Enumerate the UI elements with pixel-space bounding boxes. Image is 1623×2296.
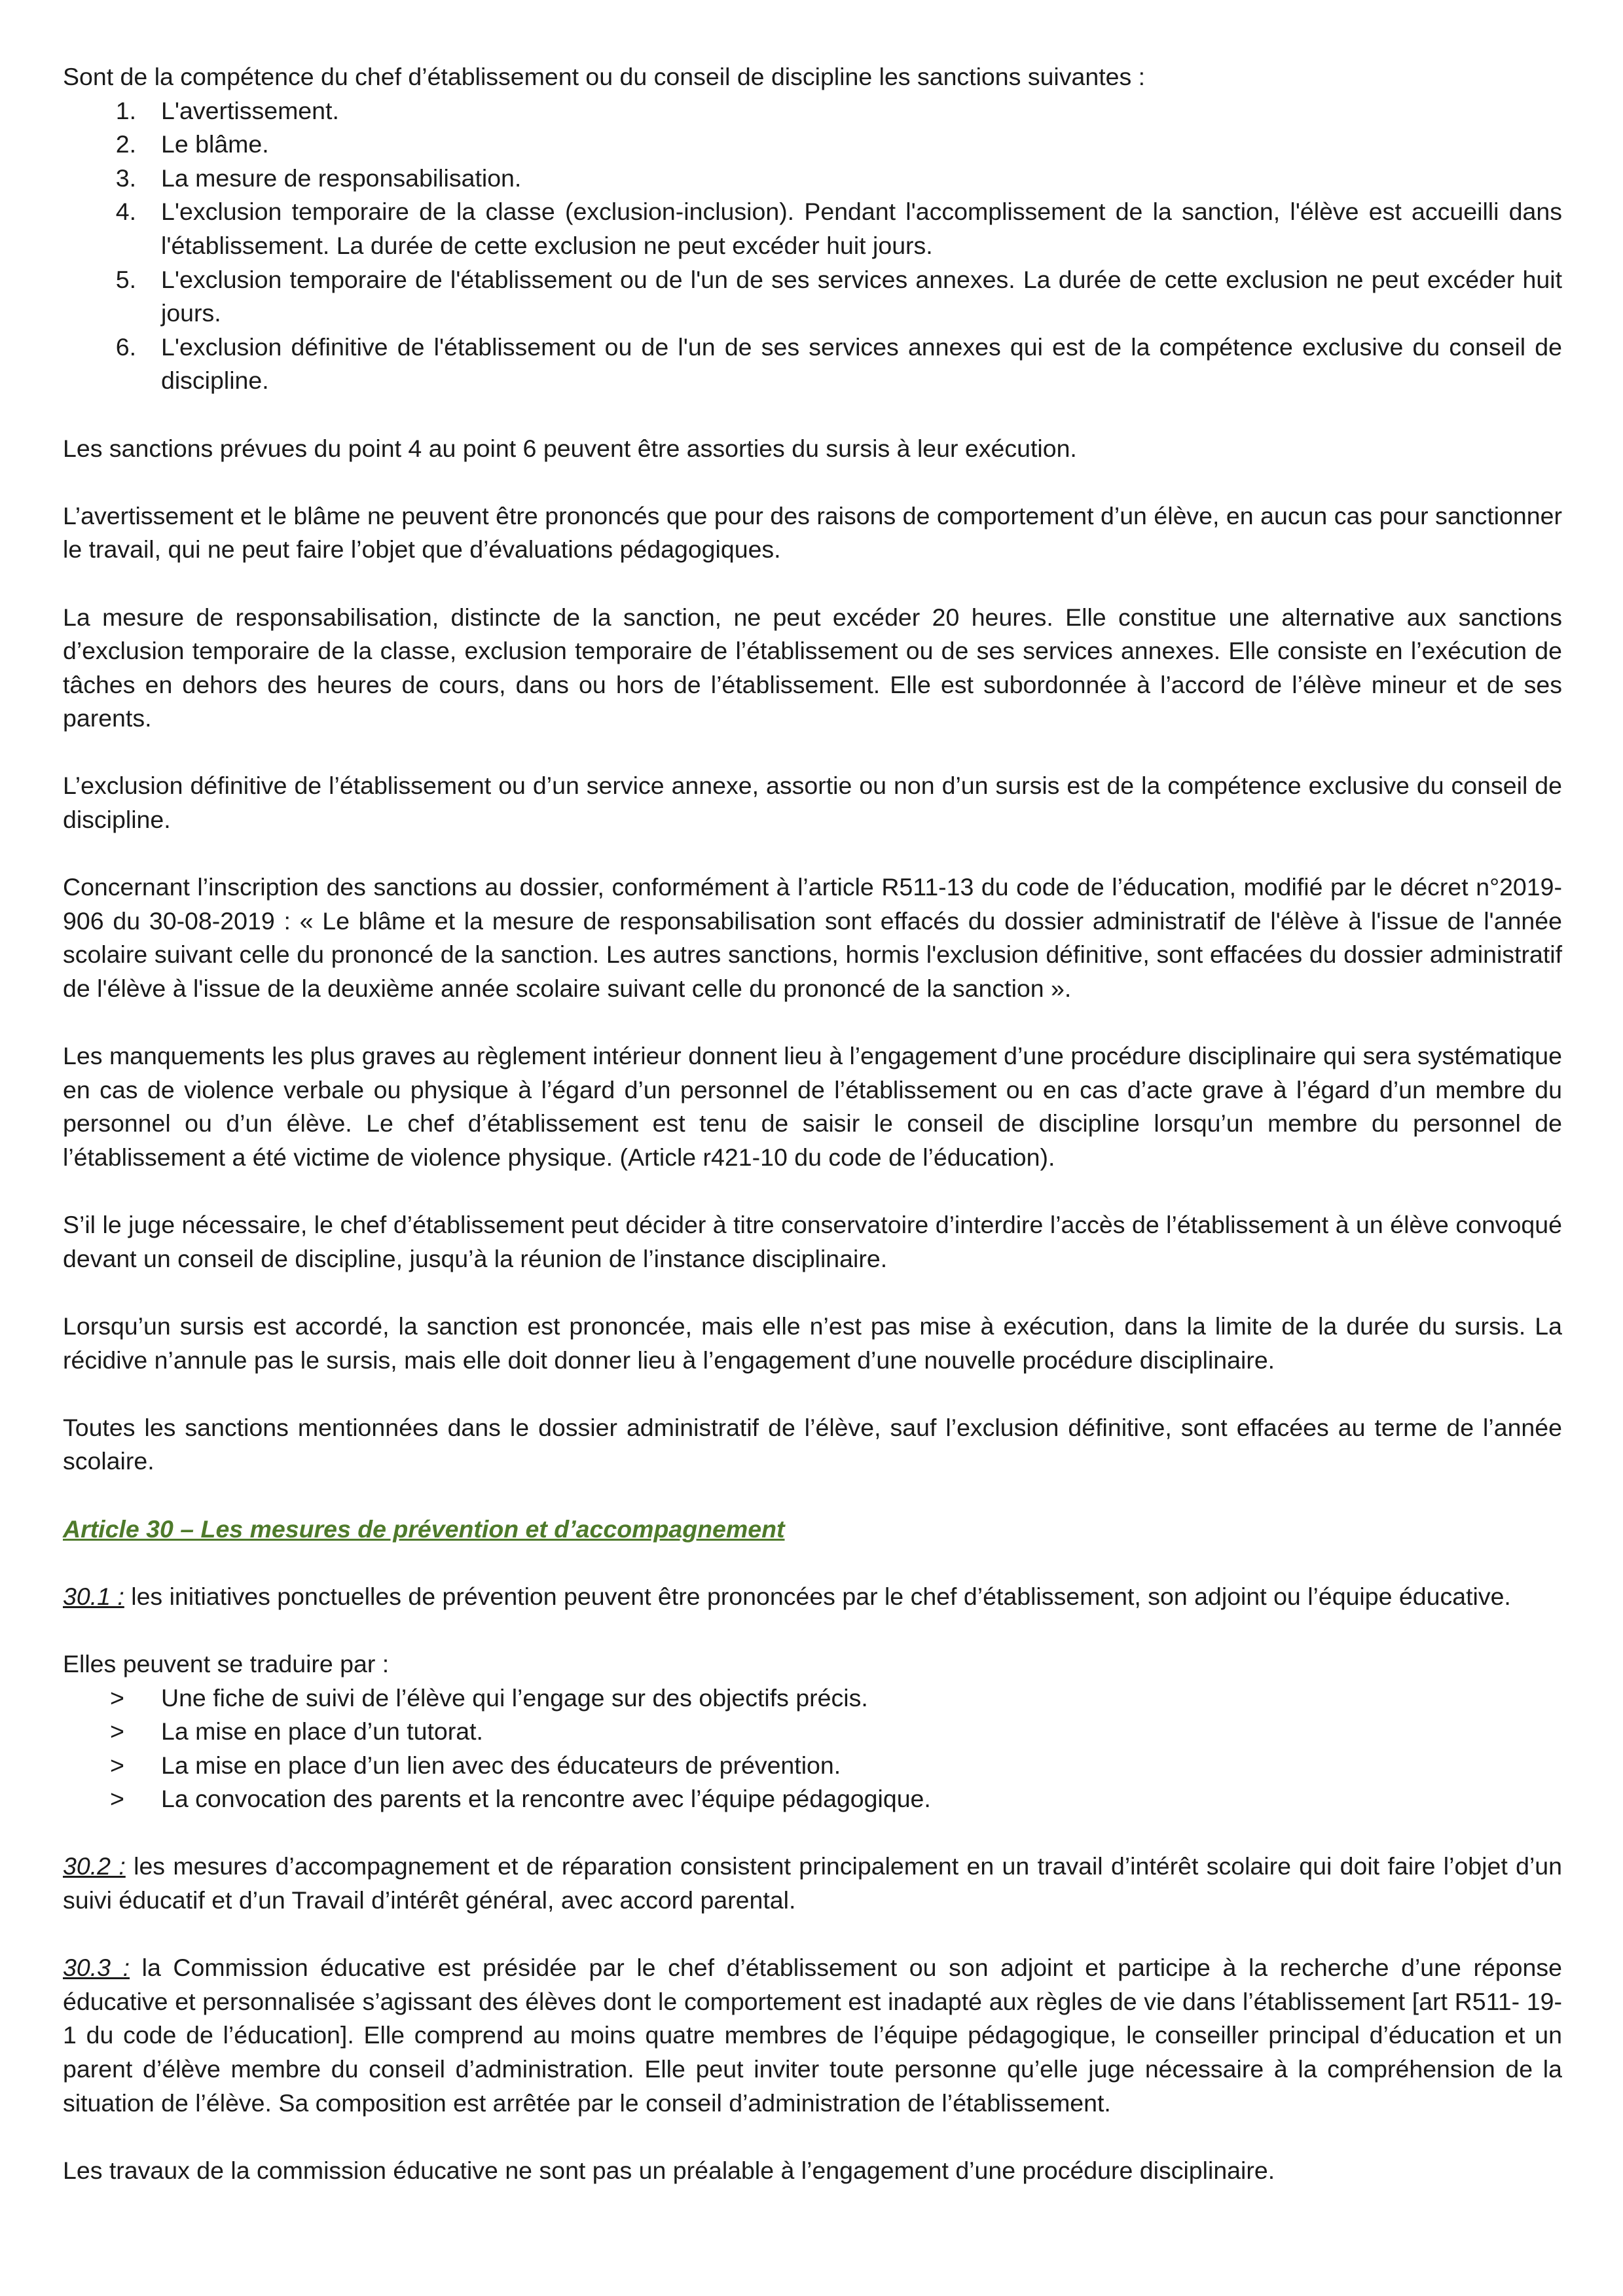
item-text: Le blâme. — [161, 130, 269, 158]
item-text: La mise en place d’un lien avec des éducateurs de prévention. — [161, 1751, 841, 1779]
sanction-item — [63, 162, 1562, 196]
paragraph-closing: Les travaux de la commission éducative ne sont pas un préalable à l’engagement d’une procédure disciplinaire. — [63, 2156, 1275, 2184]
sanction-item — [63, 128, 1562, 162]
paragraph-exclusion-definitive: L’exclusion définitive de l’établissement ou d’un service annexe, assortie ou non d’un sursis est de la compétence exclusive du conseil de discipline. — [63, 772, 1562, 834]
paragraph-responsabilisation: La mesure de responsabilisation, distincte de la sanction, ne peut excéder 20 heures. Elle constitue une alternative aux sanctions d’exclusion temporaire de la classe, exclusion temporaire de l’établissement ou de ses services annexes. Elle consiste en l’exécution de tâches en dehors des heures de cours, dans ou hors de l’établissement. Elle est subordonnée à l’accord de l’élève mineur et de ses parents. — [63, 603, 1562, 732]
item-number: 2. — [115, 130, 136, 158]
section-30-1 — [63, 1580, 1562, 1614]
arrow-bullet-icon: > — [110, 1785, 124, 1813]
arrow-bullet-icon: > — [110, 1717, 124, 1746]
document-page — [63, 60, 1562, 2187]
sanction-item — [63, 263, 1562, 331]
item-text: L'exclusion temporaire de l'établissement ou de l'un de ses services annexes. La durée de cette exclusion ne peut excéder huit jours. — [161, 265, 1562, 327]
section-30-3-text: la Commission éducative est présidée par le chef d’établissement ou son adjoint et participe à la recherche d’une réponse éducative et personnalisée s’agissant des élèves dont le comportement est inadapté aux règles de vie dans l’établissement [art R511- 19-1 du code de l’éducation]. Elle comprend au moins quatre membres de l’équipe pédagogique, le conseiller principal d’éducation et un parent d’élève membre du conseil d’administration. Elle peut inviter toute personne qu’elle juge nécessaire à la compréhension de la situation de l’élève. Sa composition est arrêtée par le conseil d’administration de l’établissement. — [63, 1954, 1562, 2117]
paragraph-manquements: Les manquements les plus graves au règlement intérieur donnent lieu à l’engagement d’une procédure disciplinaire qui sera systématique en cas de violence verbale ou physique à l’égard d’un personnel de l’établissement ou en cas d’acte grave à l’égard d’un membre du personnel ou d’un élève. Le chef d’établissement est tenu de saisir le conseil de discipline lorsqu’un membre du personnel de l’établissement a été victime de violence physique. (Article r421-10 du code de l’éducation). — [63, 1042, 1562, 1171]
item-number: 1. — [115, 96, 136, 124]
item-number: 4. — [115, 198, 136, 226]
item-text: L'avertissement. — [161, 96, 339, 124]
list-item — [63, 1715, 1562, 1749]
item-text: La convocation des parents et la rencontre avec l’équipe pédagogique. — [161, 1785, 931, 1813]
paragraph-effacement: Toutes les sanctions mentionnées dans le dossier administratif de l’élève, sauf l’exclusion définitive, sont effacées au terme de l’année scolaire. — [63, 1413, 1562, 1475]
sanction-item — [63, 94, 1562, 128]
sanctions-list — [63, 94, 1562, 398]
list-item — [63, 1782, 1562, 1816]
item-number: 6. — [115, 332, 136, 361]
paragraph-sursis: Les sanctions prévues du point 4 au point 6 peuvent être assorties du sursis à leur exécution. — [63, 434, 1077, 462]
article-30-title: Article 30 – Les mesures de prévention et d’accompagnement — [63, 1515, 785, 1543]
item-text: L'exclusion temporaire de la classe (exclusion-inclusion). Pendant l'accomplissement de la sanction, l'élève est accueilli dans l'établissement. La durée de cette exclusion ne peut excéder huit jours. — [161, 198, 1562, 259]
section-30-2-label: 30.2 : — [63, 1852, 126, 1880]
section-30-3 — [63, 1951, 1562, 2120]
sanction-item — [63, 331, 1562, 398]
item-number: 5. — [115, 265, 136, 293]
list-item — [63, 1681, 1562, 1715]
section-30-1-text: les initiatives ponctuelles de prévention peuvent être prononcées par le chef d’établissement, son adjoint ou l’équipe éducative. — [124, 1582, 1511, 1610]
arrow-bullet-icon: > — [110, 1683, 124, 1712]
item-text: La mesure de responsabilisation. — [161, 164, 522, 192]
list-item — [63, 1749, 1562, 1783]
item-text: L'exclusion définitive de l'établissement ou de l'un de ses services annexes qui est de la compétence exclusive du conseil de discipline. — [161, 332, 1562, 395]
item-text: La mise en place d’un tutorat. — [161, 1717, 483, 1746]
item-text: Une fiche de suivi de l’élève qui l’engage sur des objectifs précis. — [161, 1683, 868, 1712]
section-30-2-text: les mesures d’accompagnement et de réparation consistent principalement en un travail d’intérêt scolaire qui doit faire l’objet d’un suivi éducatif et d’un Travail d’intérêt général, avec accord parental. — [63, 1852, 1563, 1914]
arrow-bullet-icon: > — [110, 1751, 124, 1779]
sanction-item — [63, 195, 1562, 262]
sanctions-intro: Sont de la compétence du chef d’établissement ou du conseil de discipline les sanctions suivantes : — [63, 63, 1146, 90]
item-number: 3. — [115, 164, 136, 192]
section-30-1-label: 30.1 : — [63, 1582, 124, 1610]
paragraph-avertissement: L’avertissement et le blâme ne peuvent être prononcés que pour des raisons de comportement d’un élève, en aucun cas pour sanctionner le travail, qui ne peut faire l’objet que d’évaluations pédagogiques. — [63, 501, 1562, 564]
paragraph-conservatoire: S’il le juge nécessaire, le chef d’établissement peut décider à titre conservatoire d’interdire l’accès de l’établissement à un élève convoqué devant un conseil de discipline, jusqu’à la réunion de l’instance disciplinaire. — [63, 1211, 1562, 1272]
section-30-2 — [63, 1850, 1562, 1917]
paragraph-inscription-dossier: Concernant l’inscription des sanctions au dossier, conformément à l’article R511-13 du code de l’éducation, modifié par le décret n°2019-906 du 30-08-2019 : « Le blâme et la mesure de responsabilisation sont effacés du dossier administratif de l'élève à l'issue de l'année scolaire suivant celle du prononcé de la sanction. Les autres sanctions, hormis l'exclusion définitive, sont effacées du dossier administratif de l'élève à l'issue de la deuxième année scolaire suivant celle du prononcé de la sanction ». — [63, 873, 1562, 1003]
prevention-list-intro: Elles peuvent se traduire par : — [63, 1649, 390, 1677]
prevention-list — [63, 1681, 1562, 1816]
paragraph-sursis-accorde: Lorsqu’un sursis est accordé, la sanction est prononcée, mais elle n’est pas mise à exécution, dans la limite de la durée du sursis. La récidive n’annule pas le sursis, mais elle doit donner lieu à l’engagement d’une nouvelle procédure disciplinaire. — [63, 1312, 1562, 1374]
section-30-3-label: 30.3 : — [63, 1954, 130, 1982]
article-30-heading — [63, 1513, 1562, 1547]
